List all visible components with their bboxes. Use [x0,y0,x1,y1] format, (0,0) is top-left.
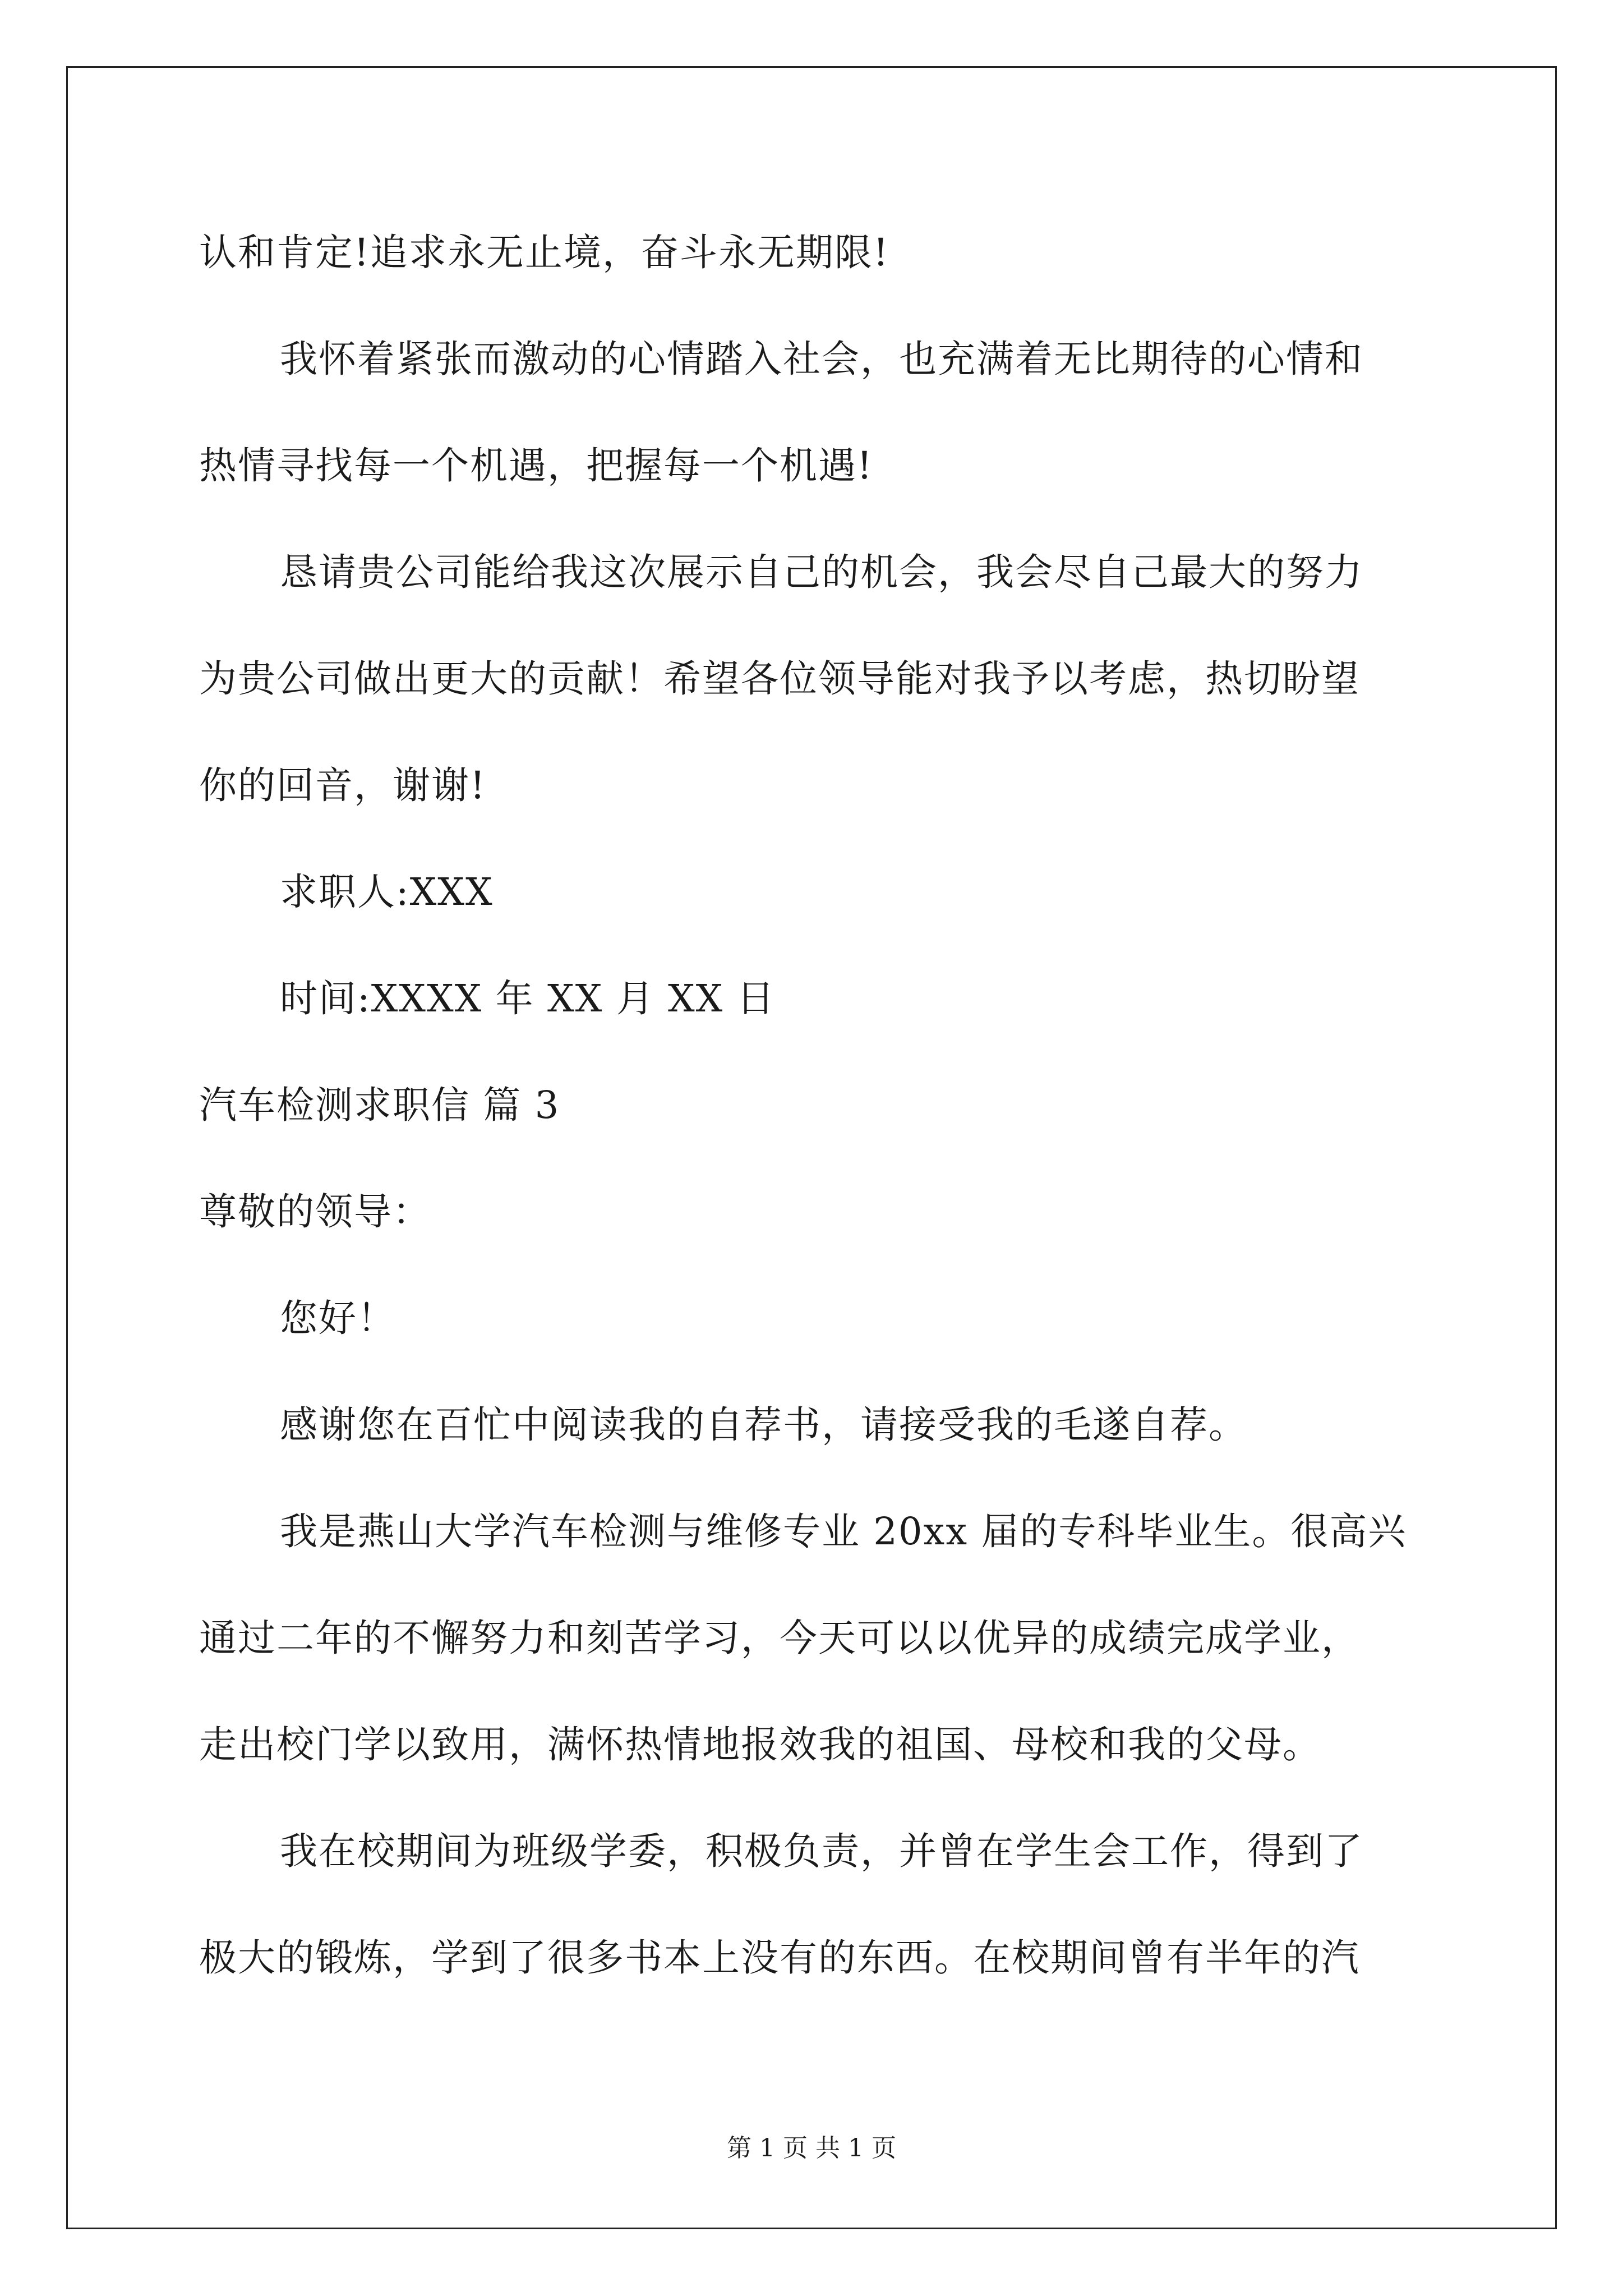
text-line-16: 我在校期间为班级学委，积极负责，并曾在学生会工作，得到了 [280,1829,1363,1873]
text-line-1: 认和肯定!追求永无止境，奋斗永无期限! [199,231,889,274]
date-line: 时间:XXXX 年 XX 月 XX 日 [280,977,776,1020]
text-line-2: 我怀着紧张而激动的心情踏入社会，也充满着无比期待的心情和 [280,337,1363,381]
text-line-17: 极大的锻炼，学到了很多书本上没有的东西。在校期间曾有半年的汽 [199,1936,1360,1980]
greeting: 您好！ [280,1296,396,1340]
signature-line: 求职人:XXX [280,870,494,914]
text-line-15: 走出校门学以致用，满怀热情地报效我的祖国、母校和我的父母。 [199,1723,1321,1766]
text-line-6: 你的回音，谢谢! [199,763,486,807]
text-line-4: 恳请贵公司能给我这次展示自己的机会，我会尽自己最大的努力 [280,550,1363,594]
page-number-footer: 第 1 页 共 1 页 [727,2134,896,2162]
text-line-3: 热情寻找每一个机遇，把握每一个机遇! [199,444,873,487]
section-heading: 汽车检测求职信 篇 3 [199,1083,560,1127]
text-line-14: 通过二年的不懈努力和刻苦学习，今天可以以优异的成绩完成学业， [199,1616,1360,1660]
text-line-5: 为贵公司做出更大的贡献！希望各位领导能对我予以考虑，热切盼望 [199,657,1360,701]
text-line-13: 我是燕山大学汽车检测与维修专业 20xx 届的专科毕业生。很高兴 [280,1510,1407,1553]
salutation: 尊敬的领导： [199,1190,431,1234]
page-border [66,66,1557,2229]
text-line-12: 感谢您在百忙中阅读我的自荐书，请接受我的毛遂自荐。 [280,1403,1247,1447]
